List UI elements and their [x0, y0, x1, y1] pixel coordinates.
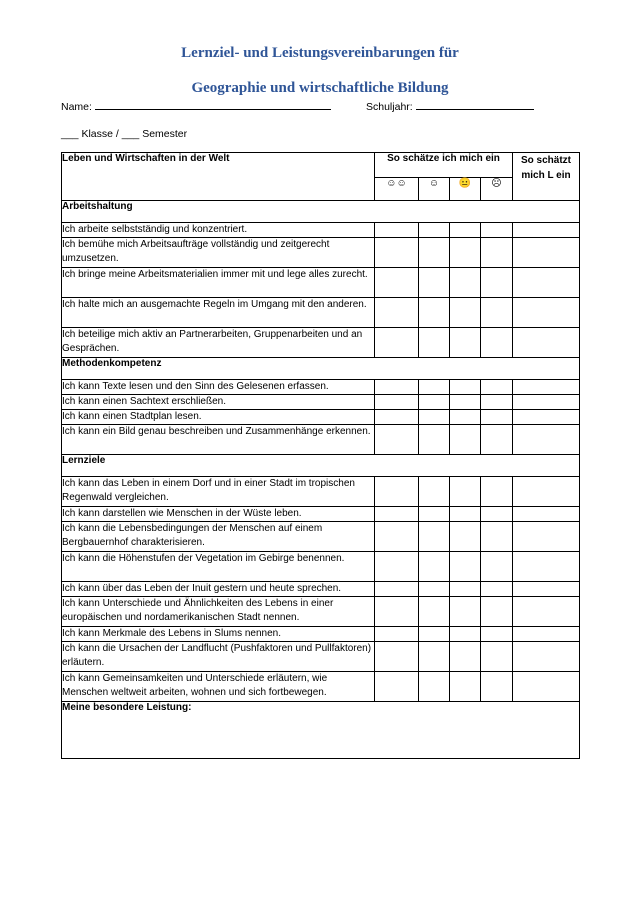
self-rating-cell[interactable] [450, 425, 481, 455]
criterion-row [62, 597, 580, 627]
criterion-row [62, 672, 580, 702]
criterion-row [62, 522, 580, 552]
teacher-header-line2: mich L ein [521, 170, 571, 181]
criterion-text: Ich kann ein Bild genau beschreiben und Zusammenhänge erkennen. [62, 425, 375, 455]
self-rating-cell[interactable] [419, 223, 450, 238]
self-rating-cell[interactable] [450, 627, 481, 642]
self-rating-cell[interactable] [375, 507, 419, 522]
criterion-row [62, 507, 580, 522]
name-blank-line[interactable] [95, 100, 331, 110]
self-rating-cell[interactable] [450, 380, 481, 395]
section-row [62, 201, 580, 223]
self-rating-cell[interactable] [375, 298, 419, 328]
self-rating-cell[interactable] [419, 642, 450, 672]
criterion-row [62, 425, 580, 455]
school-year-label: Schuljahr: [366, 101, 413, 113]
teacher-rating-cell[interactable] [513, 328, 580, 358]
semester-label: Semester [142, 128, 188, 140]
teacher-rating-cell[interactable] [513, 642, 580, 672]
section-heading: Methodenkompetenz [62, 358, 580, 380]
criterion-text: Ich halte mich an ausgemachte Regeln im Umgang mit den anderen. [62, 298, 375, 328]
self-rating-cell[interactable] [375, 223, 419, 238]
criterion-row [62, 582, 580, 597]
criterion-text: Ich kann Merkmale des Lebens in Slums nennen. [62, 627, 375, 642]
self-rating-cell[interactable] [481, 642, 513, 672]
self-rating-cell[interactable] [481, 298, 513, 328]
self-rating-cell[interactable] [481, 380, 513, 395]
self-rating-cell[interactable] [419, 552, 450, 582]
self-assessment-table [61, 152, 580, 759]
class-label: Klasse / [81, 128, 119, 140]
self-rating-cell[interactable] [481, 410, 513, 425]
self-rating-cell[interactable] [419, 477, 450, 507]
criterion-row [62, 238, 580, 268]
class-semester-field[interactable] [61, 128, 187, 140]
semester-blank[interactable]: ___ [121, 128, 140, 140]
teacher-rating-cell[interactable] [513, 582, 580, 597]
document-title: Lernziel- und Leistungsvereinbarungen für [181, 45, 459, 61]
teacher-rating-cell[interactable] [513, 627, 580, 642]
section-row [62, 358, 580, 380]
self-rating-cell[interactable] [450, 672, 481, 702]
self-rating-cell[interactable] [481, 507, 513, 522]
self-assessment-header: So schätze ich mich ein [375, 153, 513, 178]
self-rating-cell[interactable] [419, 627, 450, 642]
teacher-rating-cell[interactable] [513, 552, 580, 582]
criterion-text: Ich kann über das Leben der Inuit gestern und heute sprechen. [62, 582, 375, 597]
self-rating-cell[interactable] [419, 328, 450, 358]
self-rating-cell[interactable] [481, 425, 513, 455]
criterion-row [62, 477, 580, 507]
teacher-rating-cell[interactable] [513, 410, 580, 425]
criterion-text: Ich kann einen Stadtplan lesen. [62, 410, 375, 425]
teacher-rating-cell[interactable] [513, 380, 580, 395]
self-rating-cell[interactable] [419, 268, 450, 298]
self-rating-cell[interactable] [481, 582, 513, 597]
criterion-row [62, 268, 580, 298]
self-rating-cell[interactable] [375, 672, 419, 702]
section-heading: Arbeitshaltung [62, 201, 580, 223]
teacher-rating-cell[interactable] [513, 672, 580, 702]
self-rating-cell[interactable] [450, 328, 481, 358]
self-rating-cell[interactable] [375, 238, 419, 268]
self-rating-cell[interactable] [419, 410, 450, 425]
sad-face-icon: ☹ [481, 178, 513, 201]
self-rating-cell[interactable] [419, 672, 450, 702]
self-rating-cell[interactable] [450, 522, 481, 552]
self-rating-cell[interactable] [450, 582, 481, 597]
criterion-text: Ich kann die Ursachen der Landflucht (Pushfaktoren und Pullfaktoren) erläutern. [62, 642, 375, 672]
teacher-rating-cell[interactable] [513, 268, 580, 298]
self-rating-cell[interactable] [419, 298, 450, 328]
criterion-row [62, 642, 580, 672]
criterion-text: Ich bringe meine Arbeitsmaterialien immer mit und lege alles zurecht. [62, 268, 375, 298]
self-rating-cell[interactable] [375, 552, 419, 582]
teacher-rating-cell[interactable] [513, 425, 580, 455]
criterion-row [62, 380, 580, 395]
criterion-row [62, 552, 580, 582]
document-subtitle: Geographie und wirtschaftliche Bildung [191, 80, 449, 96]
self-rating-cell[interactable] [419, 597, 450, 627]
self-rating-cell[interactable] [375, 597, 419, 627]
self-rating-cell[interactable] [419, 238, 450, 268]
self-rating-cell[interactable] [375, 410, 419, 425]
teacher-rating-cell[interactable] [513, 522, 580, 552]
criterion-text: Ich bemühe mich Arbeitsaufträge vollständig und zeitgerecht umzusetzen. [62, 238, 375, 268]
criterion-text: Ich kann die Höhenstufen der Vegetation im Gebirge benennen. [62, 552, 375, 582]
self-rating-cell[interactable] [450, 507, 481, 522]
teacher-header-line1: So schätzt [520, 155, 571, 166]
self-rating-cell[interactable] [419, 395, 450, 410]
self-rating-cell[interactable] [375, 395, 419, 410]
self-rating-cell[interactable] [419, 425, 450, 455]
self-rating-cell[interactable] [450, 552, 481, 582]
special-achievement-field[interactable] [62, 702, 580, 759]
teacher-rating-cell[interactable] [513, 298, 580, 328]
criterion-row [62, 627, 580, 642]
self-rating-cell[interactable] [419, 582, 450, 597]
teacher-assessment-header [513, 153, 580, 201]
self-rating-cell[interactable] [481, 328, 513, 358]
self-rating-cell[interactable] [375, 425, 419, 455]
teacher-rating-cell[interactable] [513, 223, 580, 238]
topic-heading: Leben und Wirtschaften in der Welt [62, 153, 375, 201]
self-rating-cell[interactable] [450, 597, 481, 627]
criterion-text: Ich kann Texte lesen und den Sinn des Gelesenen erfassen. [62, 380, 375, 395]
teacher-rating-cell[interactable] [513, 507, 580, 522]
self-rating-cell[interactable] [481, 522, 513, 552]
teacher-rating-cell[interactable] [513, 238, 580, 268]
self-rating-cell[interactable] [419, 522, 450, 552]
name-field[interactable] [61, 100, 331, 113]
criterion-row [62, 395, 580, 410]
self-rating-cell[interactable] [419, 380, 450, 395]
self-rating-cell[interactable] [481, 597, 513, 627]
self-rating-cell[interactable] [450, 268, 481, 298]
criterion-text: Ich beteilige mich aktiv an Partnerarbeiten, Gruppenarbeiten und an Gesprächen. [62, 328, 375, 358]
self-rating-cell[interactable] [375, 477, 419, 507]
self-rating-cell[interactable] [419, 507, 450, 522]
criterion-text: Ich kann Unterschiede und Ähnlichkeiten des Lebens in einer europäischen und nordamerikanischen Stadt nennen. [62, 597, 375, 627]
teacher-rating-cell[interactable] [513, 395, 580, 410]
criterion-row [62, 328, 580, 358]
teacher-rating-cell[interactable] [513, 477, 580, 507]
criterion-text: Ich kann die Lebensbedingungen der Menschen auf einem Bergbauernhof charakterisieren. [62, 522, 375, 552]
section-row [62, 455, 580, 477]
self-rating-cell[interactable] [481, 395, 513, 410]
section-heading: Lernziele [62, 455, 580, 477]
self-rating-cell[interactable] [450, 238, 481, 268]
self-rating-cell[interactable] [450, 298, 481, 328]
self-rating-cell[interactable] [450, 223, 481, 238]
happy-face-icon: ☺ [419, 178, 450, 201]
self-rating-cell[interactable] [481, 238, 513, 268]
criterion-text: Ich kann Gemeinsamkeiten und Unterschiede erläutern, wie Menschen weltweit arbeiten, wohnen und sich fortbewegen. [62, 672, 375, 702]
criterion-row [62, 298, 580, 328]
self-rating-cell[interactable] [375, 522, 419, 552]
teacher-rating-cell[interactable] [513, 597, 580, 627]
self-rating-cell[interactable] [481, 477, 513, 507]
criterion-row [62, 223, 580, 238]
criterion-text: Ich kann darstellen wie Menschen in der Wüste leben. [62, 507, 375, 522]
neutral-face-icon: 😐 [450, 178, 481, 201]
very-happy-face-icon: ☺☺ [375, 178, 419, 201]
self-rating-cell[interactable] [375, 268, 419, 298]
criterion-text: Ich arbeite selbstständig und konzentriert. [62, 223, 375, 238]
self-rating-cell[interactable] [450, 642, 481, 672]
self-rating-cell[interactable] [375, 627, 419, 642]
self-rating-cell[interactable] [481, 223, 513, 238]
criterion-row [62, 410, 580, 425]
special-achievement-label: Meine besondere Leistung: [62, 702, 192, 713]
table-header-row [62, 153, 580, 178]
self-rating-cell[interactable] [450, 395, 481, 410]
special-achievement-row [62, 702, 580, 759]
self-rating-cell[interactable] [375, 582, 419, 597]
name-label: Name: [61, 101, 92, 113]
self-rating-cell[interactable] [481, 552, 513, 582]
criterion-text: Ich kann einen Sachtext erschließen. [62, 395, 375, 410]
self-rating-cell[interactable] [481, 627, 513, 642]
school-year-field[interactable] [366, 100, 534, 113]
self-rating-cell[interactable] [450, 410, 481, 425]
self-rating-cell[interactable] [375, 642, 419, 672]
self-rating-cell[interactable] [481, 672, 513, 702]
self-rating-cell[interactable] [481, 268, 513, 298]
self-rating-cell[interactable] [450, 477, 481, 507]
criterion-text: Ich kann das Leben in einem Dorf und in einer Stadt im tropischen Regenwald vergleichen. [62, 477, 375, 507]
class-blank[interactable]: ___ [61, 128, 79, 140]
self-rating-cell[interactable] [375, 380, 419, 395]
school-year-blank-line[interactable] [416, 100, 534, 110]
self-rating-cell[interactable] [375, 328, 419, 358]
